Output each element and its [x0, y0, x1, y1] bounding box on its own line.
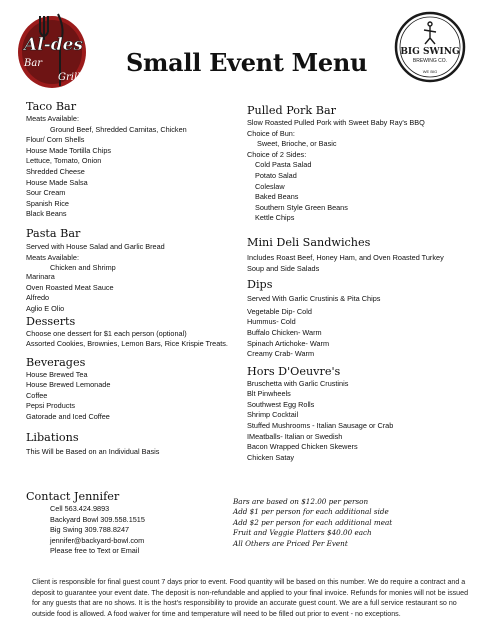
left-column	[26, 100, 241, 457]
list-item: Black Beans	[26, 209, 67, 219]
mini-deli-heading: Mini Deli Sandwiches	[247, 235, 371, 249]
list-item: Blt Pinwheels	[247, 389, 291, 399]
list-item: Oven Roasted Meat Sauce	[26, 282, 114, 292]
pricing-line: Bars are based on $12.00 per person	[233, 497, 369, 506]
desserts-heading: Desserts	[26, 314, 76, 328]
taco-bar-heading: Taco Bar	[26, 100, 77, 113]
contact-cell: Cell 563.424.9893	[50, 504, 110, 513]
pasta-served: Served with House Salad and Garlic Bread	[26, 241, 165, 251]
taco-meats-label: Meats Available:	[26, 114, 80, 123]
mini-deli-line-2: Soup and Side Salads	[247, 263, 320, 273]
dips-served: Served With Garlic Crustinis & Pita Chips	[247, 294, 381, 304]
pricing-line: Fruit and Veggie Platters $40.00 each	[233, 528, 372, 538]
list-item: Spanish Rice	[26, 198, 69, 208]
bun-label: Choice of Bun:	[247, 128, 295, 138]
pulled-pork-heading: Pulled Pork Bar	[247, 104, 336, 117]
right-column	[247, 104, 462, 463]
list-item: Potato Salad	[255, 170, 297, 180]
list-item: House Made Tortilla Chips	[26, 145, 112, 155]
list-item: Lettuce, Tomato, Onion	[26, 156, 102, 166]
bun-options: Sweet, Brioche, or Basic	[257, 139, 337, 149]
list-item: Shredded Cheese	[26, 166, 85, 176]
list-item: Pepsi Products	[26, 401, 76, 411]
svg-text:BIG SWING: BIG SWING	[400, 47, 460, 57]
list-item: House Made Salsa	[26, 177, 88, 187]
pulled-pork-line: Slow Roasted Pulled Pork with Sweet Baby Ray's BBQ	[247, 118, 425, 127]
list-item: Vegetable Dip- Cold	[247, 306, 312, 316]
list-item: Alfredo	[26, 293, 50, 303]
svg-text:Bar: Bar	[24, 58, 43, 69]
pricing-line: Add $2 per person for each additional meat	[233, 517, 393, 527]
list-item: Aglio E Olio	[26, 303, 65, 313]
list-item: Spinach Artichoke- Warm	[247, 338, 330, 348]
contact-section	[26, 490, 145, 557]
hors-heading: Hors D'Oeuvre's	[247, 364, 341, 378]
list-item: Bacon Wrapped Chicken Skewers	[247, 442, 358, 452]
libations-heading: Libations	[26, 430, 79, 444]
contact-backyard-bowl: Backyard Bowl 309.558.1515	[50, 514, 145, 524]
contact-big-swing: Big Swing 309.788.8247	[50, 525, 130, 535]
list-item: Coffee	[26, 390, 48, 400]
list-item: Chicken Satay	[247, 452, 295, 462]
list-item: IMeatballs- Italian or Swedish	[247, 431, 343, 441]
list-item: Sour Cream	[26, 188, 66, 198]
pricing-line: Add $1 per person for each additional side	[233, 507, 389, 517]
contact-note: Please free to Text or Email	[50, 546, 140, 556]
beverages-heading: Beverages	[26, 355, 86, 369]
contact-heading: Contact Jennifer	[26, 490, 120, 503]
list-item: Marinara	[26, 272, 55, 282]
list-item: Creamy Crab- Warm	[247, 349, 315, 359]
svg-text:Al-des: Al-des	[24, 35, 83, 55]
al-des-logo	[14, 10, 90, 90]
pasta-meats-label: Meats Available:	[26, 252, 80, 262]
list-item: House Brewed Tea	[26, 369, 88, 379]
contact-email: jennifer@backyard-bowl.com	[50, 535, 145, 545]
pricing-line: All Others are Priced Per Event	[233, 538, 348, 548]
list-item: Southwest Egg Rolls	[247, 399, 315, 409]
libations-line: This Will be Based on an Individual Basis	[26, 446, 160, 456]
list-item: Bruschetta with Garlic Crustinis	[247, 378, 349, 388]
list-item: Gatorade and Iced Coffee	[26, 412, 110, 422]
pricing-notes	[233, 497, 392, 549]
list-item: Buffalo Chicken- Warm	[247, 327, 322, 337]
list-item: Hummus- Cold	[247, 317, 296, 327]
list-item: Stuffed Mushrooms - Italian Sausage or Crab	[247, 421, 394, 431]
list-item: House Brewed Lemonade	[26, 380, 111, 390]
footer-policy: Client is responsible for final guest count 7 days prior to event. Food quantity will be based on this number. We do require a contract and a deposit to guarantee your event date. The deposit is non-refundable and applied to your final invoice. Refunds for monies will not be issued for any guests that are no shows. It is the host's responsibility to provide an accurate guest count. We are a full service restaurant so no outside food is allowed. A food waiver for time and temperature will need to be filled out prior to event - no exceptions.	[32, 578, 469, 618]
list-item: Shrimp Cocktail	[247, 410, 299, 420]
svg-text:WE BIG: WE BIG	[422, 69, 438, 74]
sides-label: Choice of 2 Sides:	[247, 149, 307, 159]
svg-text:BREWING CO.: BREWING CO.	[412, 58, 448, 64]
pasta-meats: Chicken and Shrimp	[50, 263, 116, 273]
taco-meats: Ground Beef, Shredded Carnitas, Chicken	[50, 124, 187, 134]
list-item: Cold Pasta Salad	[255, 160, 312, 170]
pasta-bar-heading: Pasta Bar	[26, 226, 81, 240]
page-title: Small Event Menu	[126, 48, 368, 77]
mini-deli-line-1: Includes Roast Beef, Honey Ham, and Oven Roasted Turkey	[247, 252, 444, 262]
list-item: Baked Beans	[255, 192, 299, 202]
big-swing-logo	[394, 10, 466, 84]
desserts-line-1: Choose one dessert for $1 each person (optional)	[26, 328, 187, 338]
svg-text:Grill: Grill	[58, 72, 81, 83]
desserts-line-2: Assorted Cookies, Brownies, Lemon Bars, Rice Krispie Treats.	[26, 339, 228, 349]
list-item: Kettle Chips	[255, 213, 295, 223]
list-item: Southern Style Green Beans	[255, 202, 348, 212]
dips-heading: Dips	[247, 278, 273, 292]
list-item: Coleslaw	[255, 181, 285, 191]
list-item: Flour/ Corn Shells	[26, 135, 85, 145]
